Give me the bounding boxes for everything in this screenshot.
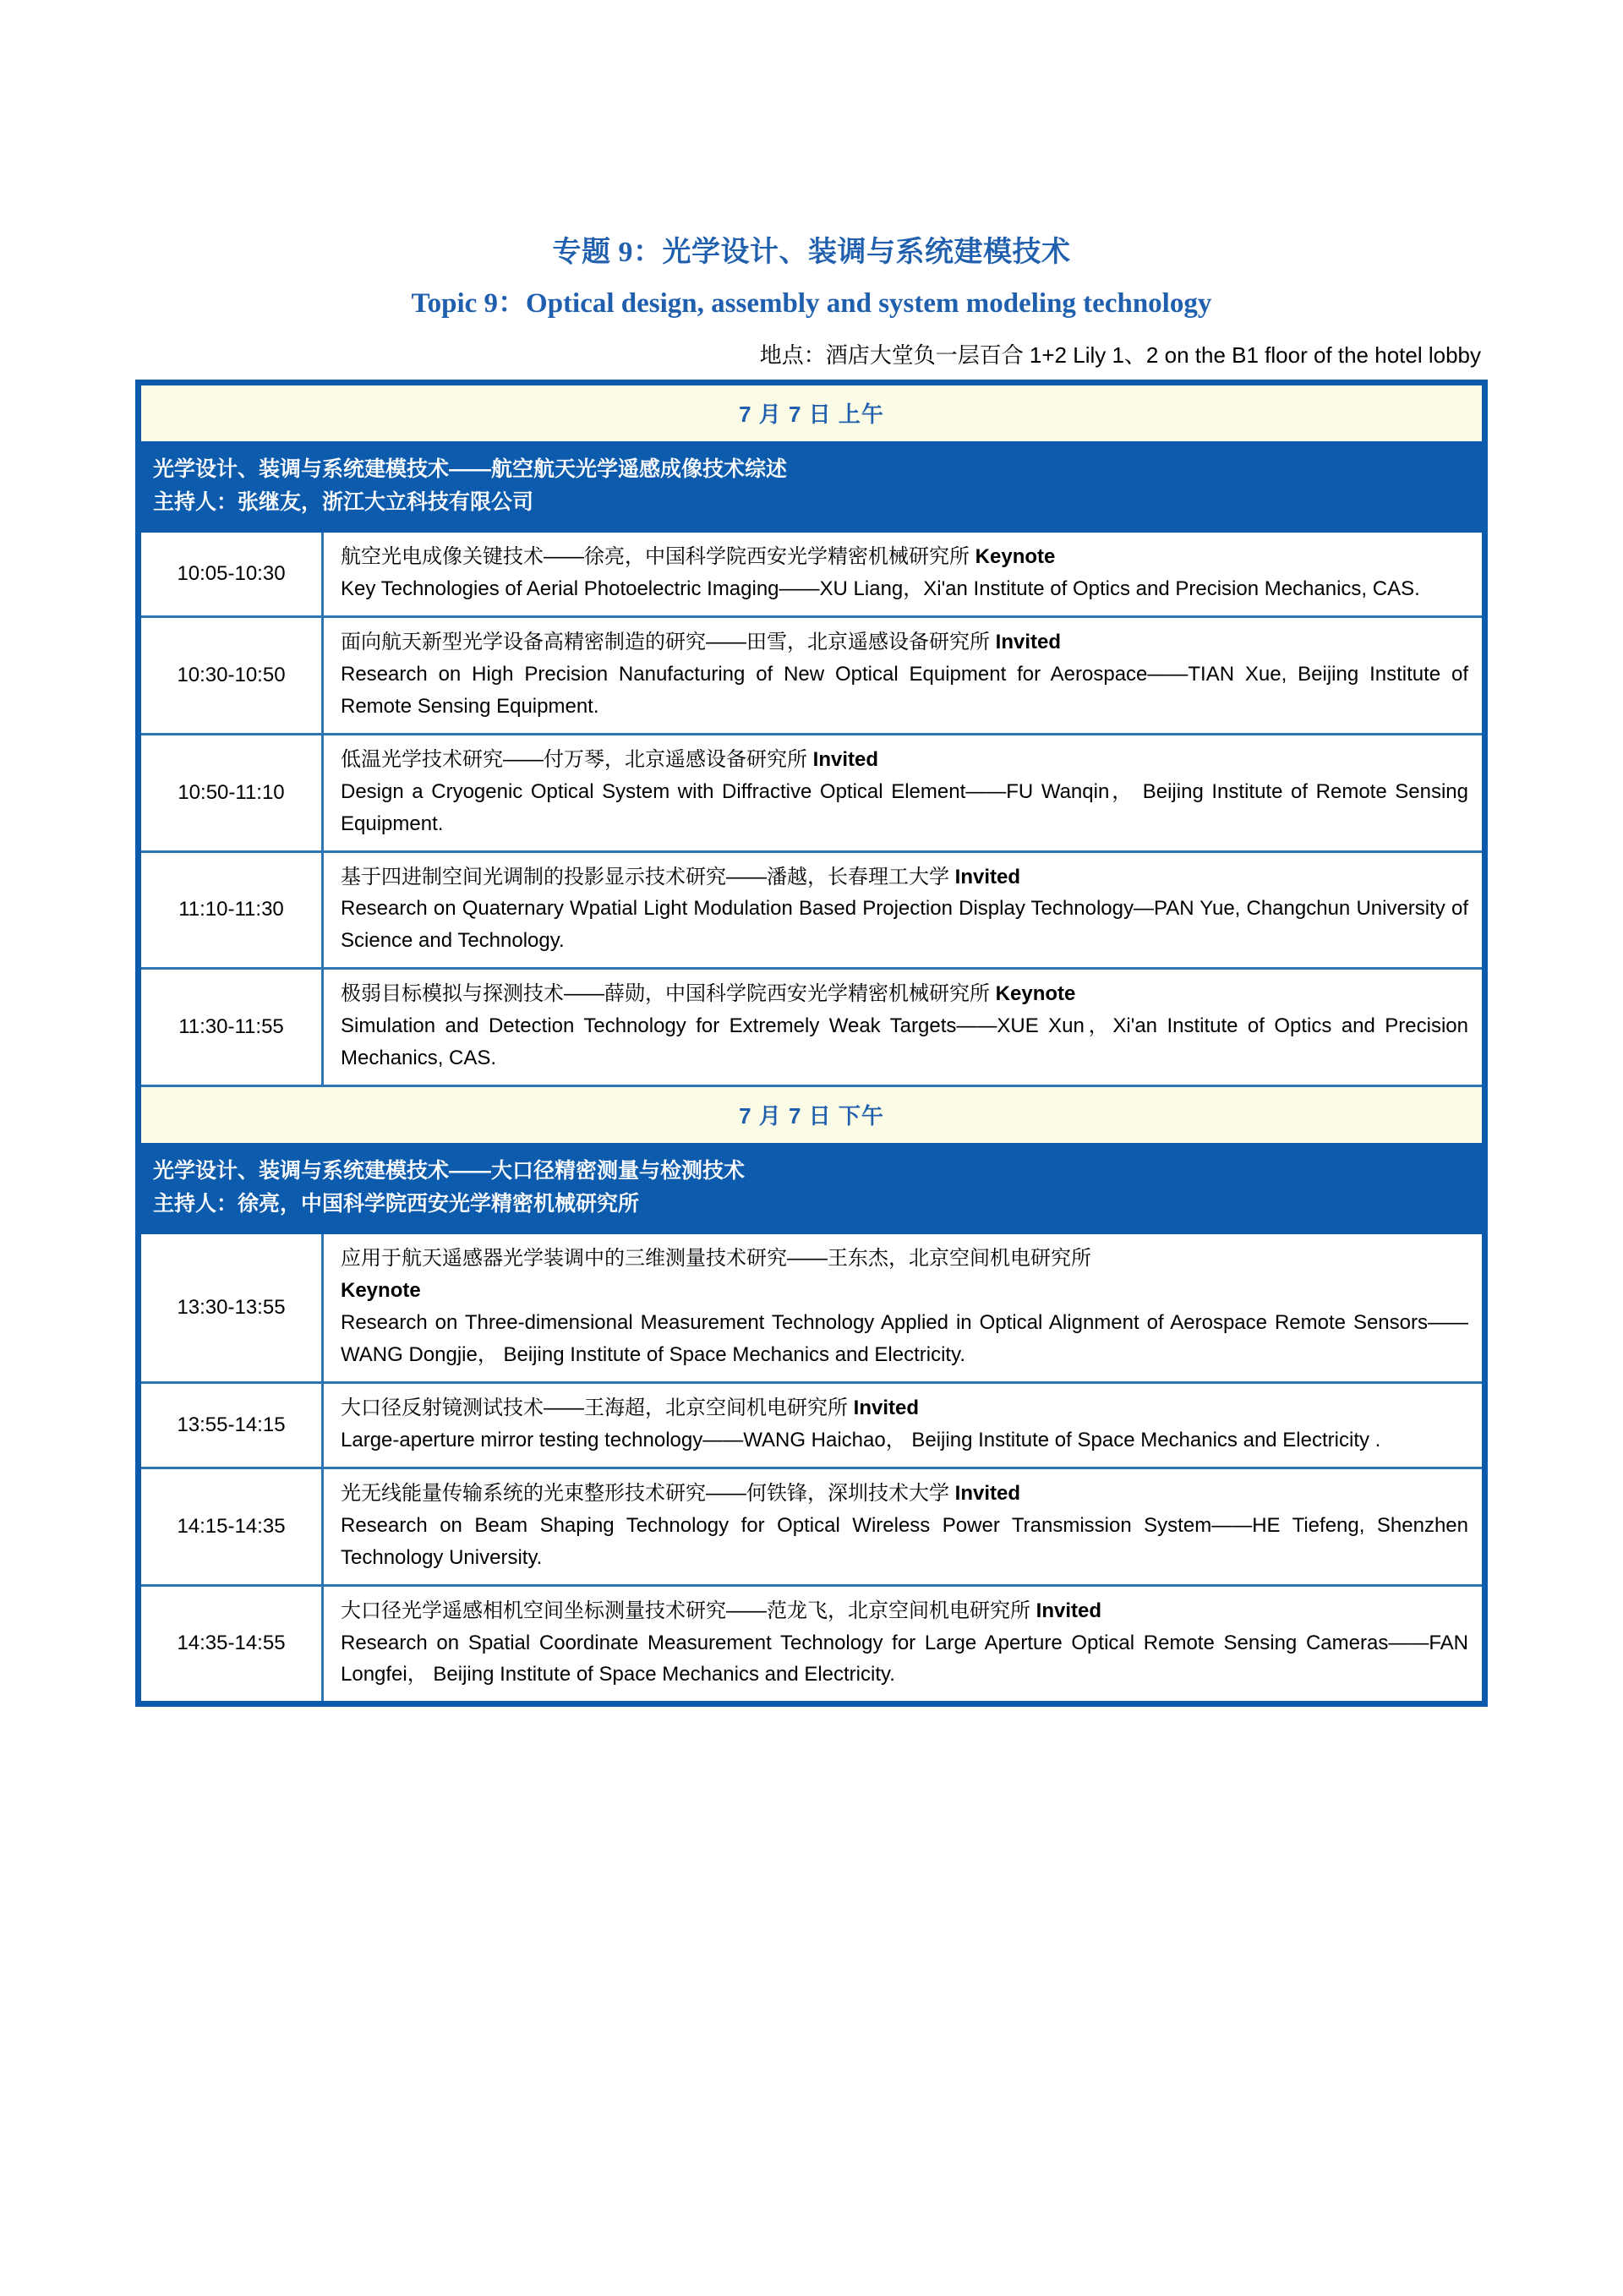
talk-title-cn — [341, 1478, 1468, 1510]
talk-type-badge: Invited — [995, 631, 1062, 654]
venue-line: 地点：酒店大堂负一层百合 1+2 Lily 1、2 on the B1 floor of the hotel lobby — [759, 342, 1481, 368]
table-row — [139, 532, 1485, 617]
talk-title-en: Key Technologies of Aerial Photoelectric Imaging——XU Liang，Xi'an Institute of Optics and Precision Mechanics, CAS. — [341, 577, 1420, 601]
talk-time: 14:35-14:55 — [139, 1585, 323, 1704]
talk-title-cn-text: 应用于航天遥感器光学装调中的三维测量技术研究——王东杰，北京空间机电研究所 — [341, 1247, 1091, 1271]
talk-title-cn-text: 大口径反射镜测试技术——王海超，北京空间机电研究所 — [341, 1397, 854, 1420]
talk-title-en: Research on Three-dimensional Measurement Technology Applied in Optical Alignment of Aerospace Remote Sensors——WANG Dongjie， Beijing Institute of Space Mechanics and Electricity. — [341, 1311, 1468, 1367]
session-chair: 主持人：徐亮，中国科学院西安光学精密机械研究所 — [153, 1191, 640, 1216]
talk-details — [323, 1383, 1485, 1468]
talk-title-cn-text: 航空光电成像关键技术——徐亮，中国科学院西安光学精密机械研究所 — [341, 545, 975, 569]
talk-title-cn-text: 光无线能量传输系统的光束整形技术研究——何铁锋，深圳技术大学 — [341, 1481, 955, 1505]
talk-title-cn-text: 面向航天新型光学设备高精密制造的研究——田雪，北京遥感设备研究所 — [341, 631, 996, 654]
talk-details — [323, 532, 1485, 617]
session-header-row — [139, 443, 1485, 532]
table-row — [139, 851, 1485, 969]
talk-title-cn — [341, 1243, 1468, 1275]
day-band-label: 7 月 7 日 下午 — [139, 1085, 1485, 1145]
talk-title-cn-text: 低温光学技术研究——付万琴，北京遥感设备研究所 — [341, 747, 813, 771]
day-band-row — [139, 382, 1485, 443]
talk-time: 10:05-10:30 — [139, 532, 323, 617]
talk-type-badge: Keynote — [341, 1279, 421, 1303]
table-row — [139, 734, 1485, 851]
table-row — [139, 1233, 1485, 1383]
talk-title-cn — [341, 626, 1468, 659]
talk-title-cn — [341, 861, 1468, 894]
talk-title-en: Research on High Precision Nanufacturing of New Optical Equipment for Aerospace——TIAN Xue, Beijing Institute of Remote Sensing Equipment. — [341, 662, 1468, 718]
session-chair: 主持人：张继友，浙江大立科技有限公司 — [153, 489, 534, 514]
talk-details — [323, 617, 1485, 735]
talk-type-badge: Invited — [1036, 1599, 1102, 1622]
day-band-label: 7 月 7 日 上午 — [139, 382, 1485, 443]
talk-details — [323, 851, 1485, 969]
table-row — [139, 617, 1485, 735]
talk-title-cn — [341, 978, 1468, 1010]
page-title-cn: 专题 9：光学设计、装调与系统建模技术 — [552, 237, 1071, 268]
talk-title-cn-text: 极弱目标模拟与探测技术——薛勋，中国科学院西安光学精密机械研究所 — [341, 982, 996, 1006]
talk-title-cn — [341, 541, 1468, 573]
talk-time: 11:30-11:55 — [139, 969, 323, 1086]
talk-type-badge: Invited — [853, 1397, 920, 1420]
talk-time: 13:30-13:55 — [139, 1233, 323, 1383]
table-row — [139, 1585, 1485, 1704]
table-row — [139, 1383, 1485, 1468]
talk-title-en: Research on Beam Shaping Technology for Optical Wireless Power Transmission System——HE Tiefeng, Shenzhen Technology University. — [341, 1513, 1468, 1569]
talk-time: 10:50-11:10 — [139, 734, 323, 851]
talk-details — [323, 969, 1485, 1086]
talk-time: 11:10-11:30 — [139, 851, 323, 969]
session-header-row — [139, 1145, 1485, 1233]
talk-type-badge: Invited — [954, 1481, 1021, 1505]
schedule-table — [135, 380, 1488, 1708]
session-header — [139, 443, 1485, 532]
talk-time: 10:30-10:50 — [139, 617, 323, 735]
talk-type-badge: Invited — [812, 747, 879, 771]
talk-type-badge: Keynote — [995, 982, 1076, 1006]
talk-time: 13:55-14:15 — [139, 1383, 323, 1468]
talk-time: 14:15-14:35 — [139, 1468, 323, 1585]
session-title: 光学设计、装调与系统建模技术——航空航天光学遥感成像技术综述 — [153, 456, 788, 481]
title-block — [135, 0, 1488, 321]
talk-title-en: Research on Quaternary Wpatial Light Modulation Based Projection Display Technology—PAN Yue, Changchun University of Science and Technology. — [341, 897, 1468, 953]
talk-type-badge: Keynote — [975, 545, 1056, 569]
table-row — [139, 1468, 1485, 1585]
talk-details — [323, 1468, 1485, 1585]
session-title: 光学设计、装调与系统建模技术——大口径精密测量与检测技术 — [153, 1158, 746, 1183]
session-header — [139, 1145, 1485, 1233]
talk-title-cn — [341, 744, 1468, 776]
page-title-en: Topic 9：Optical design, assembly and system modeling technology — [411, 287, 1212, 319]
talk-title-en: Design a Cryogenic Optical System with Diffractive Optical Element——FU Wanqin， Beijing Institute of Remote Sensing Equipment. — [341, 779, 1468, 835]
talk-title-en: Large-aperture mirror testing technology——WANG Haichao， Beijing Institute of Space Mechanics and Electricity . — [341, 1428, 1381, 1451]
talk-details — [323, 734, 1485, 851]
talk-details — [323, 1233, 1485, 1383]
talk-title-en: Simulation and Detection Technology for Extremely Weak Targets——XUE Xun，Xi'an Institute of Optics and Precision Mechanics, CAS. — [341, 1014, 1468, 1070]
talk-title-cn-text: 基于四进制空间光调制的投影显示技术研究——潘越，长春理工大学 — [341, 865, 955, 888]
talk-title-cn — [341, 1392, 1468, 1424]
table-row — [139, 969, 1485, 1086]
talk-title-cn-text: 大口径光学遥感相机空间坐标测量技术研究——范龙飞，北京空间机电研究所 — [341, 1599, 1036, 1622]
talk-type-badge: Invited — [954, 865, 1021, 888]
talk-details — [323, 1585, 1485, 1704]
day-band-row — [139, 1085, 1485, 1145]
talk-title-en: Research on Spatial Coordinate Measurement Technology for Large Aperture Optical Remote Sensing Cameras——FAN Longfei， Beijing Institute of Space Mechanics and Electricity. — [341, 1631, 1468, 1686]
talk-title-cn — [341, 1595, 1468, 1627]
